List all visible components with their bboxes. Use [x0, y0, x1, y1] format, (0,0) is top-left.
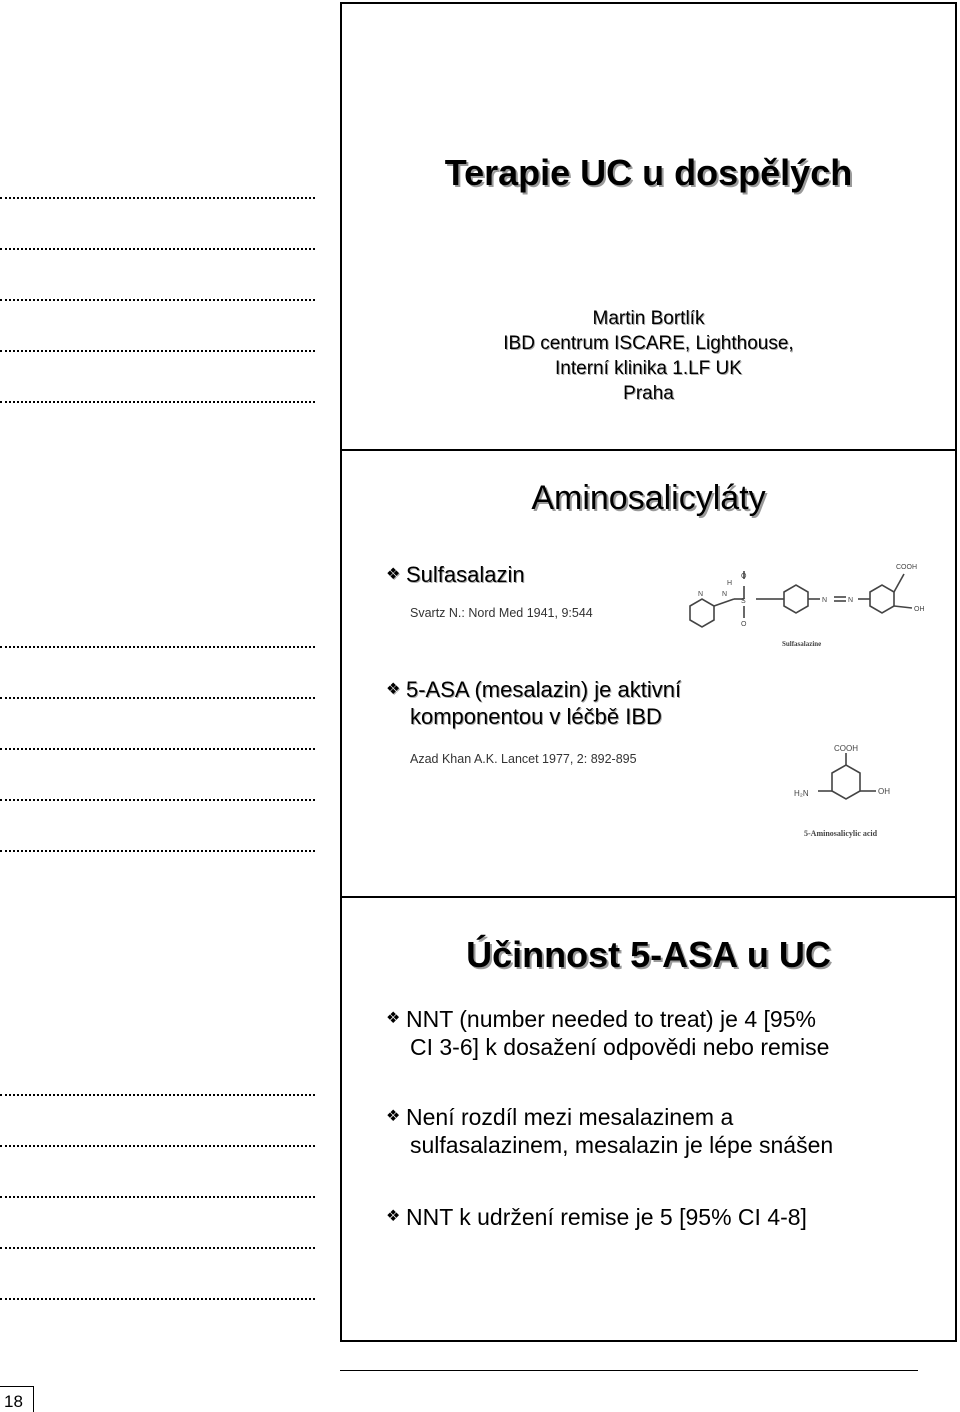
bullet-text: komponentou v léčbě IBD	[410, 704, 662, 729]
diamond-bullet-icon: ❖	[386, 681, 401, 698]
bullet-nnt	[386, 1005, 829, 1061]
atom-s: S	[741, 598, 746, 605]
bullet-no-difference	[386, 1103, 833, 1159]
group-oh: OH	[878, 787, 890, 796]
slide-title	[340, 2, 957, 449]
bullet-text: sulfasalazinem, mesalazin je lépe snášen	[410, 1132, 834, 1158]
atom-n: N	[822, 597, 828, 604]
diamond-bullet-icon: ❖	[386, 1108, 401, 1125]
figure-caption: 5-Aminosalicylic acid	[804, 829, 878, 838]
affiliation-line: IBD centrum ISCARE, Lighthouse,	[503, 333, 794, 354]
diamond-bullet-icon: ❖	[386, 1010, 401, 1027]
bullet-text: Není rozdíl mezi mesalazinem a	[406, 1104, 734, 1130]
reference: Azad Khan A.K. Lancet 1977, 2: 892-895	[410, 752, 637, 766]
author-name: Martin Bortlík	[592, 308, 705, 329]
note-line	[0, 747, 315, 750]
bullet-text: NNT k udržení remise je 5 [95% CI 4-8]	[406, 1204, 807, 1230]
atom-n: N	[848, 597, 854, 604]
affiliation-line: Interní klinika 1.LF UK	[555, 358, 742, 379]
slide-heading: Aminosalicyláty	[531, 479, 766, 517]
mesalazine-structure	[782, 741, 942, 851]
page-number: 18	[4, 1392, 23, 1411]
note-line	[0, 1195, 315, 1198]
note-line	[0, 247, 315, 250]
slide-efficacy	[340, 896, 957, 1342]
bullet-text: Sulfasalazin	[406, 562, 525, 587]
atom-o: O	[741, 621, 747, 628]
note-line	[0, 1297, 315, 1300]
atom-o: O	[741, 573, 747, 580]
group-cooh: COOH	[834, 744, 858, 753]
note-line	[0, 696, 315, 699]
note-line	[0, 849, 315, 852]
group-oh: OH	[914, 606, 925, 613]
diamond-bullet-icon: ❖	[386, 1208, 401, 1225]
note-line	[0, 196, 315, 199]
bullet-text: CI 3-6] k dosažení odpovědi nebo remise	[410, 1034, 830, 1060]
atom-n: N	[722, 591, 728, 598]
bullet-sulfasalazin	[386, 561, 525, 588]
note-line	[0, 798, 315, 801]
slide-title-heading: Terapie UC u dospělých	[444, 152, 853, 193]
bullet-text: NNT (number needed to treat) je 4 [95%	[406, 1006, 816, 1032]
note-line	[0, 349, 315, 352]
bullet-text: 5-ASA (mesalazin) je aktivní	[406, 677, 682, 702]
bullet-5asa	[386, 676, 681, 730]
city: Praha	[623, 383, 674, 404]
atom-n: N	[698, 591, 704, 598]
note-line	[0, 400, 315, 403]
slide-aminosalicylates	[340, 449, 957, 896]
note-line	[0, 298, 315, 301]
note-line	[0, 645, 315, 648]
group-nh2: H₂N	[794, 789, 809, 798]
author-block	[342, 306, 955, 406]
note-line	[0, 1246, 315, 1249]
slide-heading: Účinnost 5-ASA u UC	[466, 934, 831, 975]
atom-h: H	[727, 580, 733, 587]
figure-caption: Sulfasalazine	[782, 640, 822, 648]
footer-rule	[340, 1370, 918, 1371]
reference: Svartz N.: Nord Med 1941, 9:544	[410, 606, 593, 620]
bullet-maintenance	[386, 1203, 807, 1231]
note-line	[0, 1144, 315, 1147]
sulfasalazine-structure	[672, 556, 942, 651]
group-cooh: COOH	[896, 564, 917, 571]
note-line	[0, 1093, 315, 1096]
diamond-bullet-icon: ❖	[386, 566, 401, 583]
